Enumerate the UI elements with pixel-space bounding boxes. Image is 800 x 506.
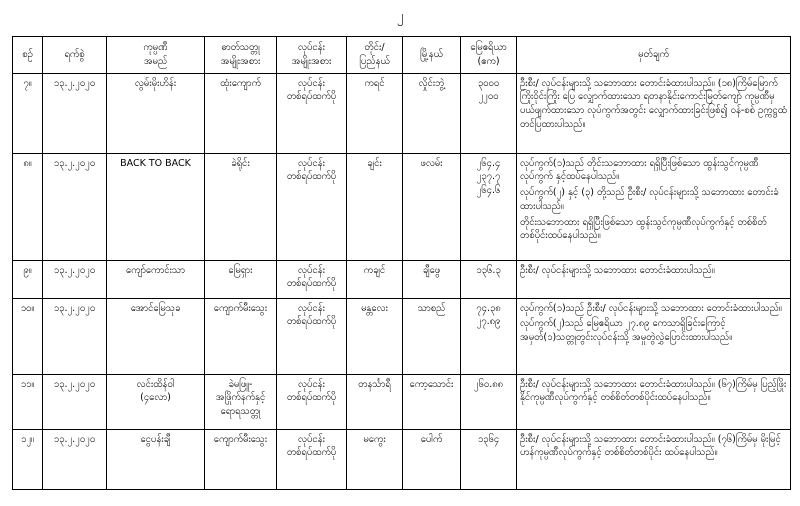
row-remarks: [517, 429, 791, 489]
row-area: [461, 374, 517, 429]
row-company: [107, 153, 205, 260]
row-company: [107, 260, 205, 298]
row-remarks: [517, 153, 791, 260]
row-date-line: ၁၃.၂.၂၀၂၀: [53, 157, 96, 169]
row-company-line: ငွေပန်းချီ: [140, 433, 171, 445]
table-row: [13, 73, 791, 153]
row-state: [347, 298, 403, 374]
col-header-company-line: ကုမ္ပဏီ: [143, 42, 168, 53]
row-mineral-line: ခဲမဖြူ-: [228, 378, 253, 390]
col-header-type-line: လုပ်ငန်း: [298, 42, 325, 53]
remark-paragraph: ဦးစီး/ လုပ်ငန်းများသို့ သဘောထား တောင်းခံထားပါသည်။: [520, 264, 715, 276]
row-area-line: ၂၂၀၀: [478, 91, 499, 103]
table-row: [13, 429, 791, 489]
remark-paragraph: လုပ်ကွက်(၂) နှင့် (၃) တို့သည် ဦးစီး/ လုပ်ငန်းများသို့ သဘောထား တောင်းခံထားပါသည်။: [520, 187, 779, 212]
row-state: [347, 374, 403, 429]
row-number-line: ၁၁။: [20, 378, 35, 390]
row-state: [347, 73, 403, 153]
row-remarks: [517, 260, 791, 298]
row-area-line: ၂၆၄.၆: [476, 185, 501, 197]
row-type-line: တစ်ရပ်ထက်ပို: [286, 91, 337, 103]
row-number: [13, 153, 43, 260]
row-mineral-line: အဖြိုက်နက်နှင့်: [215, 392, 266, 404]
remark-paragraph: လုပ်ကွက်(၂)သည် မြေဧရိယာ ၂၇.၈၉ ကေသာရှိခြင်းကြောင့် အမှတ်(၁)သတ္တုတွင်းလုပ်ငန်းသို့ အမှုတွဲလွှဲပြောင်းထားပါသည်။: [520, 318, 733, 344]
row-mineral: [205, 73, 277, 153]
col-header-state-line: တိုင်း/: [364, 42, 385, 53]
row-type: [277, 73, 347, 153]
row-area-line: ၂၆၀.၈၈: [473, 378, 504, 390]
row-mineral-line: မြေရှား: [228, 264, 253, 276]
row-mineral: [205, 298, 277, 374]
col-header-company-line: အမည်: [143, 55, 168, 67]
row-type-line: လုပ်ငန်း: [298, 378, 325, 390]
row-date: [43, 260, 107, 298]
col-header-mineral-line: အမျိုးအစား: [220, 55, 261, 67]
col-header-mineral-line: ဓာတ်သတ္တု: [221, 42, 260, 53]
row-area-line: ၇၄.၃၈: [476, 302, 501, 314]
col-header-no-line: စဉ်: [22, 48, 33, 60]
col-header-mineral: [205, 37, 277, 74]
row-company-line: (၄လော): [140, 392, 171, 404]
row-township-line: သာစည်: [417, 302, 446, 314]
row-area: [461, 260, 517, 298]
row-township-line: ကော့သောင်း: [409, 378, 454, 390]
col-header-township: [403, 37, 461, 74]
row-date: [43, 298, 107, 374]
row-number: [13, 429, 43, 489]
col-header-state: [347, 37, 403, 74]
row-type-line: တစ်ရပ်ထက်ပို: [286, 447, 337, 459]
row-state-line: ကချင်: [363, 264, 386, 276]
row-type: [277, 260, 347, 298]
row-area-line: ၂၇.၈၉: [476, 316, 501, 328]
row-mineral-line: ကျောက်မီးသွေး: [213, 302, 268, 314]
row-mineral-line: ခဲရိုင်း: [231, 157, 250, 169]
row-number: [13, 298, 43, 374]
row-date-line: ၁၃.၂.၂၀၂၀: [53, 302, 96, 314]
row-township-line: ချီဖွေ: [422, 264, 441, 276]
table-row: [13, 298, 791, 374]
row-type: [277, 298, 347, 374]
col-header-remarks: [517, 37, 791, 74]
page-number: ၂: [396, 9, 404, 24]
header-row: [13, 37, 791, 74]
row-township: [403, 73, 461, 153]
row-mineral: [205, 260, 277, 298]
row-number-line: ၈။: [23, 157, 32, 169]
row-number-line: ၁၂။: [21, 433, 34, 445]
row-state-line: မကွေး: [363, 433, 386, 445]
row-township: [403, 374, 461, 429]
row-township-line: ဖလမ်း: [420, 157, 443, 169]
row-type: [277, 374, 347, 429]
row-type: [277, 153, 347, 260]
row-area: [461, 298, 517, 374]
row-township-line: လှိုင်းဘွဲ့: [418, 77, 445, 89]
col-header-area-line: (ဧက): [477, 55, 500, 67]
col-header-remarks-line: မှတ်ချက်: [638, 48, 669, 60]
row-type-line: လုပ်ငန်း: [298, 77, 325, 89]
row-company: [107, 73, 205, 153]
row-date-line: ၁၃.၂.၂၀၂၀: [53, 378, 96, 390]
row-type-line: လုပ်ငန်း: [298, 302, 325, 314]
col-header-area: [461, 37, 517, 74]
row-state: [347, 153, 403, 260]
col-header-state-line: ပြည်နယ်: [359, 55, 390, 67]
row-date: [43, 153, 107, 260]
table-row: [13, 374, 791, 429]
row-type-line: တစ်ရပ်ထက်ပို: [286, 392, 337, 404]
row-type-line: လုပ်ငန်း: [298, 157, 325, 169]
row-township: [403, 260, 461, 298]
row-area: [461, 429, 517, 489]
col-header-area-line: မြေဧရိယာ: [470, 42, 507, 53]
row-state-line: တနင်္သာရီ: [358, 378, 391, 390]
row-company-line: လင်းထိန်ဝါ: [136, 378, 175, 390]
remark-paragraph: ဦးစီး/ လုပ်ငန်းများသို့ သဘောထား တောင်းခံထားပါသည်။ (၁၈)ကြိမ်မြောက် ကြိုးဝိုင်းကြိုး ပြေ လျှောက်ထားသော ရတနာနိုင်းကောင်းမြတ်ကျော် ကုမ္ပဏီမှ ပယ်ဖျက်ထားသော လုပ်ကွက်အတွင်း လျှောက်ထားခြင်းဖြစ်၍ ဝန်-စစ် ဥက္ကဋ္ဌထံ တင်ပြထားပါသည်။: [520, 77, 787, 130]
row-date-line: ၁၃.၂.၂၀၂၀: [53, 433, 96, 445]
row-mineral-line: ရောရသတ္တု: [220, 406, 261, 418]
remark-paragraph: လုပ်ကွက်(၁)သည် ဦးစီး/ လုပ်ငန်းများသို့ သဘောထား တောင်းခံထားပါသည်။: [520, 302, 782, 314]
remark-paragraph: ဦးစီး/ လုပ်ငန်းများသို့ သဘောထား တောင်းခံထားပါသည်။ (၆၇)ကြိမ်မှ ပြည့်ဖြိုးနိုင်ကုမ္ပဏီလုပ်ကွက်နှင့် တစ်စိတ်တစ်ပိုင်းထပ်နေပါသည်။: [520, 378, 787, 404]
col-header-township-line: မြို့နယ်: [420, 48, 443, 60]
row-mineral: [205, 374, 277, 429]
row-company: [107, 298, 205, 374]
row-company-line: အောင်မြေသုခ: [130, 302, 181, 314]
row-mineral: [205, 153, 277, 260]
row-township: [403, 153, 461, 260]
row-number-line: ၉။: [23, 264, 32, 276]
mining-application-table: [12, 36, 791, 490]
row-date: [43, 374, 107, 429]
row-remarks: [517, 73, 791, 153]
row-date-line: ၁၃.၂.၂၀၂၀: [53, 264, 96, 276]
row-type-line: လုပ်ငန်း: [298, 264, 325, 276]
table-row: [13, 260, 791, 298]
row-company: [107, 374, 205, 429]
remark-paragraph: ဦးစီး/ လုပ်ငန်းများသို့ သဘောထား တောင်းခံထားပါသည်။ (၇၆)ကြိမ်မှ မိုးမြင့်ဟန်ကုမ္ပဏီလုပ်ကွက်နှင့် တစ်စိတ်တစ်ပိုင်း ထပ်နေပါသည်။: [520, 433, 781, 459]
row-type-line: တစ်ရပ်ထက်ပို: [286, 171, 337, 183]
row-township: [403, 298, 461, 374]
row-state-line: ချင်း: [367, 157, 382, 169]
row-state: [347, 429, 403, 489]
row-company: [107, 429, 205, 489]
row-area: [461, 73, 517, 153]
row-area-line: ၁၃၆.၃: [476, 264, 501, 276]
col-header-date-line: ရက်စွဲ: [64, 48, 85, 60]
col-header-company: [107, 37, 205, 74]
row-type-line: လုပ်ငန်း: [298, 433, 325, 445]
col-header-no: [13, 37, 43, 74]
row-type-line: တစ်ရပ်ထက်ပို: [286, 278, 337, 290]
row-area-line: ၂၃၇.၇: [476, 171, 501, 183]
row-township: [403, 429, 461, 489]
row-number: [13, 374, 43, 429]
row-remarks: [517, 374, 791, 429]
row-mineral: [205, 429, 277, 489]
row-date-line: ၁၃.၂.၂၀၂၀: [53, 77, 96, 89]
row-number-line: ၁၀။: [20, 302, 35, 314]
row-area-line: ၃၀၀၀: [477, 77, 500, 89]
row-type-line: တစ်ရပ်ထက်ပို: [286, 316, 337, 328]
remark-paragraph: တိုင်းသဘောထား ရရှိပြီးဖြစ်သော ထွန်းသွင်ကုမ္ပဏီလုပ်ကွက်နှင့် တစ်စိတ်တစ်ပိုင်းထပ်နေပါသည်။: [520, 216, 767, 242]
col-header-type: [277, 37, 347, 74]
table-body: [13, 73, 791, 489]
row-township-line: ပေါက်: [420, 433, 443, 445]
col-header-type-line: အမျိုးအစား: [291, 55, 332, 67]
row-date: [43, 73, 107, 153]
row-mineral-line: ထုံးကျောက်: [220, 77, 261, 89]
row-date: [43, 429, 107, 489]
row-type: [277, 429, 347, 489]
row-state-line: ကရင်: [364, 77, 385, 89]
remark-paragraph: လုပ်ကွက်(၁)သည် တိုင်းသဘောထား ရရှိပြီးဖြစ်သော ထွန်းသွင်ကုမ္ပဏီလုပ်ကွက် နှင့်ထပ်နေပါသည်။: [520, 157, 759, 183]
table-row: [13, 153, 791, 260]
row-remarks: [517, 298, 791, 374]
row-number: [13, 260, 43, 298]
row-company-line: ကျော်ကောင်းသာ: [126, 264, 185, 276]
row-company-line: BACK TO BACK: [120, 157, 191, 169]
col-header-date: [43, 37, 107, 74]
row-area: [461, 153, 517, 260]
row-number: [13, 73, 43, 153]
row-area-line: ၁၃၆၄: [477, 433, 500, 445]
row-number-line: ၇။: [23, 77, 32, 89]
row-company-line: လွမ်းမိုးဟိန်း: [134, 77, 177, 89]
row-mineral-line: ကျောက်မီးသွေး: [213, 433, 268, 445]
row-state: [347, 260, 403, 298]
row-area-line: ၂၆၄.၄: [476, 157, 501, 169]
row-state-line: မန္တလေး: [361, 302, 388, 314]
